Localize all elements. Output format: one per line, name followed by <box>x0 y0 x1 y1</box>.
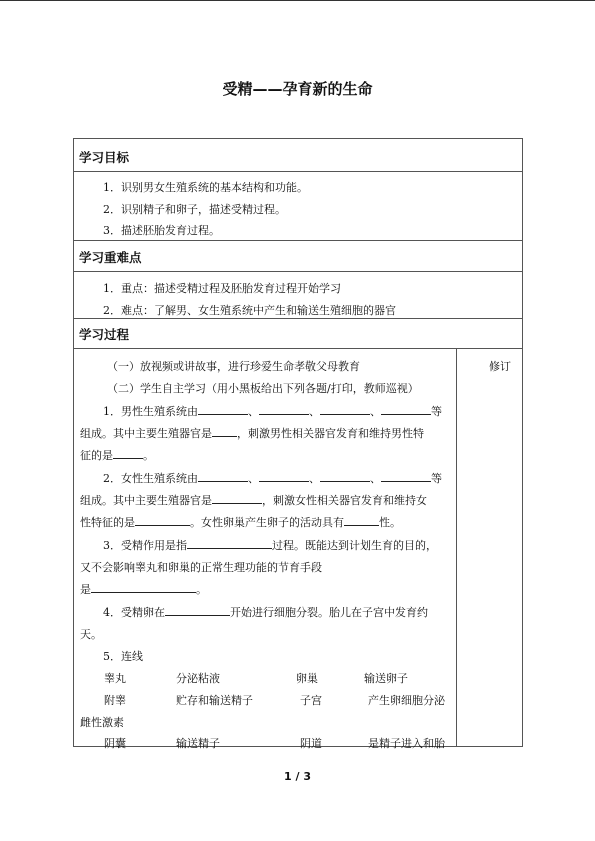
match-cell: 附睾 <box>104 694 126 707</box>
blank <box>198 403 248 415</box>
question-2-line-2: 组成。其中主要生殖器官是 ，刺激女性相关器官发育和维持女 <box>80 494 427 507</box>
match-cell: 输送卵子 <box>364 672 408 685</box>
match-cell: 卵巢 <box>296 672 318 685</box>
page-title: 受精——孕育新的生命 <box>222 80 373 98</box>
blank <box>212 425 237 437</box>
blank <box>135 514 190 526</box>
divider <box>73 240 523 241</box>
intro-line: （一）放视频或讲故事，进行珍爱生命孝敬父母教育 <box>107 360 360 373</box>
revision-column-divider <box>456 349 457 747</box>
question-1-line-2: 组成。其中主要生殖器官是 ，刺激男性相关器官发育和维持男性特 <box>80 427 424 440</box>
match-cell: 睾丸 <box>104 672 126 685</box>
blank <box>259 403 309 415</box>
match-cell: 输送精子 <box>176 737 220 750</box>
goals-heading: 学习目标 <box>79 150 130 165</box>
process-heading: 学习过程 <box>79 327 130 342</box>
match-cell: 产生卵细胞分泌 <box>368 694 445 707</box>
match-cell: 阴道 <box>300 737 322 750</box>
intro-line: （二）学生自主学习（用小黑板给出下列各题/打印，教师巡视） <box>107 382 419 395</box>
top-rule <box>0 0 595 1</box>
match-cell: 是精子进入和胎 <box>368 737 445 750</box>
question-5-label: 5．连线 <box>103 650 143 663</box>
question-4-line-2: 天。 <box>80 628 102 641</box>
blank <box>381 403 431 415</box>
goal-item: 2．识别精子和卵子，描述受精过程。 <box>103 203 286 216</box>
question-2-line-3: 性特征的是 。女性卵巢产生卵子的活动具有 性。 <box>80 516 401 529</box>
blank <box>113 447 143 459</box>
blank <box>91 581 196 593</box>
page-number: 1 / 3 <box>284 770 311 783</box>
question-3-line-2: 又不会影响睾丸和卵巢的正常生理功能的节育手段 <box>80 561 322 574</box>
blank <box>320 403 370 415</box>
keypoints-heading: 学习重难点 <box>79 250 142 265</box>
match-cell: 雌性激素 <box>80 716 124 729</box>
question-1-line-3: 征的是 。 <box>80 449 154 462</box>
match-cell: 阴囊 <box>104 737 126 750</box>
keypoint-item: 1．重点：描述受精过程及胚胎发育过程开始学习 <box>103 282 341 295</box>
divider <box>73 271 523 272</box>
question-3-line-1: 3．受精作用是指 过程。既能达到计划生育的目的， <box>103 539 437 552</box>
keypoint-item: 2．难点：了解男、女生殖系统中产生和输送生殖细胞的器官 <box>103 304 396 317</box>
goal-item: 1．识别男女生殖系统的基本结构和功能。 <box>103 181 308 194</box>
match-cell: 分泌粘液 <box>176 672 220 685</box>
question-4-line-1: 4．受精卵在 开始进行细胞分裂。胎儿在子宫中发育约 <box>103 606 428 619</box>
match-cell: 贮存和输送精子 <box>176 694 253 707</box>
goal-item: 3．描述胚胎发育过程。 <box>103 224 220 237</box>
blank <box>344 514 379 526</box>
blank <box>165 604 230 616</box>
blank <box>320 470 370 482</box>
blank <box>187 537 272 549</box>
question-3-line-3: 是 。 <box>80 583 207 596</box>
question-1-line-1: 1．男性生殖系统由 、 、 、 等 <box>103 405 442 418</box>
blank <box>381 470 431 482</box>
question-2-line-1: 2．女性生殖系统由 、 、 、 等 <box>103 472 442 485</box>
blank <box>259 470 309 482</box>
revision-label: 修订 <box>489 360 511 373</box>
divider <box>73 318 523 319</box>
blank <box>212 492 262 504</box>
blank <box>198 470 248 482</box>
divider <box>73 171 523 172</box>
match-cell: 子宫 <box>300 694 322 707</box>
